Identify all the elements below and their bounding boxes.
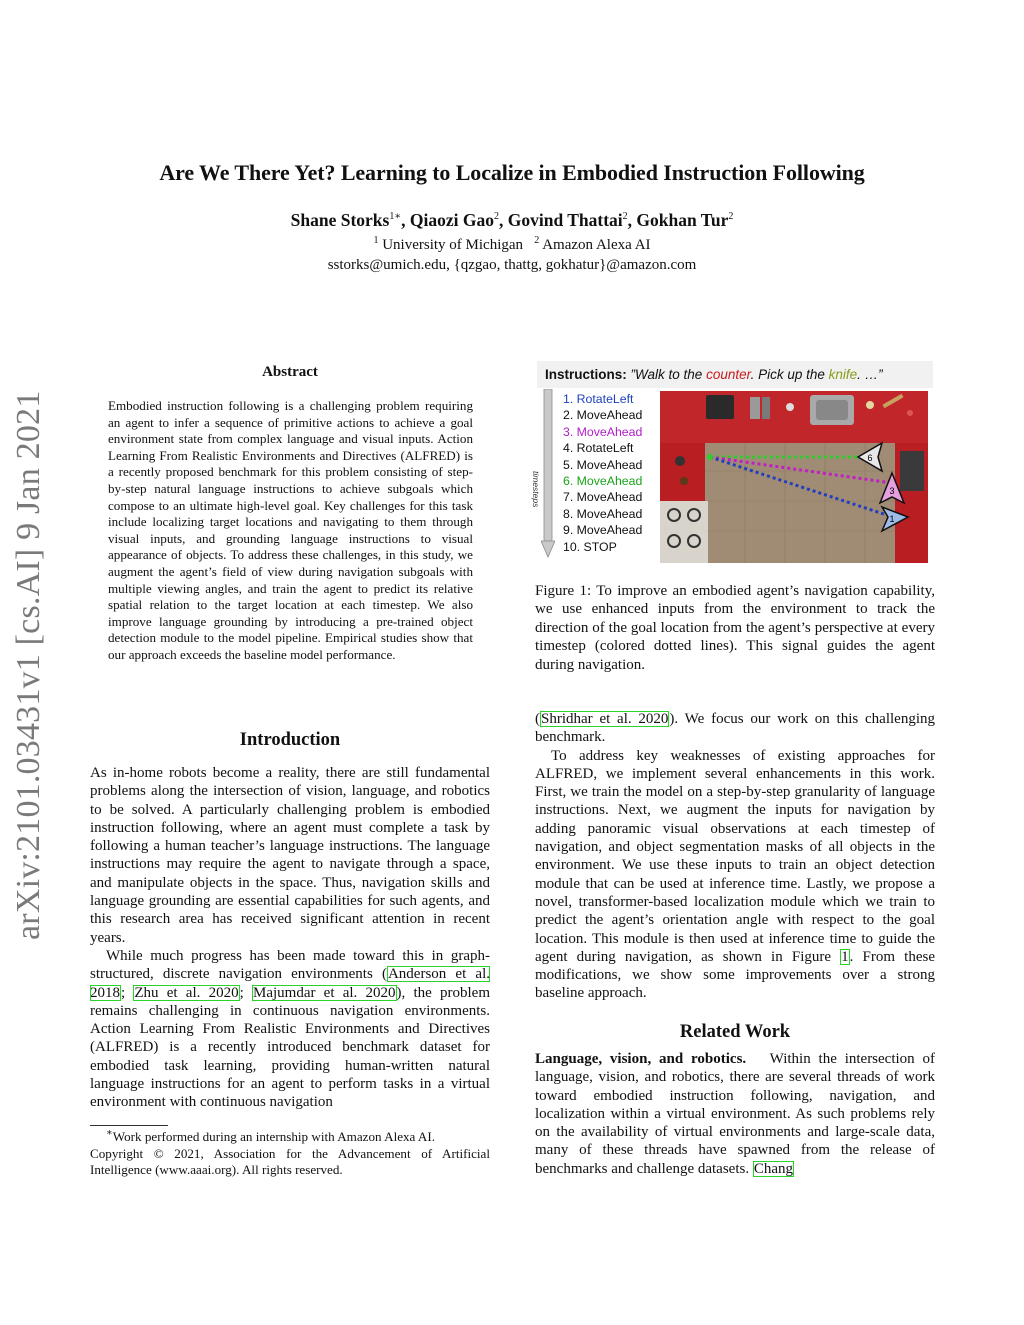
abstract-text: Embodied instruction following is a challenging problem requiring an agent to infer a sequence of primitive actions to achieve a goal environment state from complex language and visual inputs. Action Learning From Realistic Environments and Directives (ALFRED) is a recently proposed benchmark for this problem consisting of step-by-step natural language instructions to achieve subgoals which compose to an ultimate high-level goal. Key challenges for this task include localizing target locations and navigating to them through visual inputs, and grounding language instructions to visual appearance of objects. To address these challenges, in this study, we augment the agent’s field of view during navigation subgoals with multiple viewing angles, and train the agent to predict its relative spatial relation to the target location at each timestep. We also improve language grounding by introducing a pre-trained object detection module to the model pipeline. Empirical studies show that our approach exceeds the baseline model performance. [108, 398, 473, 662]
appliance [706, 395, 734, 419]
figure-ref-link[interactable]: 1 [841, 948, 849, 965]
intro-heading: Introduction [239, 730, 341, 750]
right-column [535, 710, 935, 1003]
action-step: 7. MoveAhead [563, 490, 643, 505]
citation-link[interactable]: Zhu et al. 2020 [134, 984, 239, 1001]
author-name: Qiaozi Gao [409, 210, 494, 230]
author-name: Govind Thattai [507, 210, 623, 230]
citation-link[interactable]: Anderson et al. 2018 [90, 966, 490, 1001]
related-work-heading: Related Work [679, 1022, 791, 1042]
footnote-rule [90, 1125, 168, 1126]
affiliations: $^1$ University of Michigan $^2$ Amazon Alexa AI [373, 235, 651, 253]
author-emails: sstorks@umich.edu, {qzgao, thattg, gokhatur}@amazon.com [327, 257, 697, 273]
intro-paragraph-1: As in-home robots become a reality, there are still fundamental problems along the intersection of vision, language, and robotics to be solved. A particularly challenging problem is embodied instruction following, where an agent must complete a task by following a human teacher’s language instructions. The language instructions may require the agent to navigate through a space, and manipulate objects in the space. Thus, navigation skills and language grounding are essential capabilities for such agents, and this research area has received significant attention in recent years. [90, 765, 490, 946]
svg-text:1: 1 [889, 514, 895, 524]
intro-body [90, 764, 490, 1112]
action-step: 3. MoveAhead [563, 424, 643, 439]
abstract-heading: Abstract [262, 364, 318, 380]
author-name: Shane Storks [290, 210, 390, 230]
related-work-paragraph: Language, vision, and robotics. Within the intersection of language, vision, and robotics, there are several threads of work toward embodied instruction following, navigation, and localization within a virtual environment. As such problems rely on the availability of virtual environments and large-scale data, many of these threads have spawned from the release of benchmarks and challenge datasets. Chang [535, 1051, 935, 1177]
figure-caption: Figure 1: To improve an embodied agent’s navigation capability, we use enhanced inputs from the environment to track the direction of the goal location from the agent’s perspective at every timestep (colored dotted lines). This signal guides the agent during navigation. [535, 583, 935, 673]
timestep-arrow [541, 389, 555, 559]
paper-title: Are We There Yet? Learning to Localize in Embodied Instruction Following [159, 160, 865, 185]
intro-paragraph-2: While much progress has been made toward this in graph-structured, discrete navigation environments (Anderson et al. 2018; Zhu et al. 2020; Majumdar et al. 2020), the problem remains challenging in continuous navigation environments. Action Learning From Realistic Environments and Directives (ALFRED) is a recently introduced benchmark dataset for embodied task learning, providing human-written natural language instructions for an agent to perform tasks in a virtual environment with continuous navigation [90, 947, 490, 1111]
right-paragraph-2: To address key weaknesses of existing approaches for ALFRED, we implement several enhancements in this work. First, we train the model on a step-by-step granularity of language instructions. Next, we augment the inputs for navigation by adding panoramic visual observations at each timestep of navigation, and object segmentation masks of all objects in the environment. We use these inputs to train an object detection module that can be used at inference time. Lastly, we propose a novel, transformer-based localization module which we train to predict the agent’s orientation angle with respect to the goal location. This module is then used at inference time to guide the agent during navigation, as shown in Figure 1. From these modifications, we show some improvements over a strong baseline approach. [535, 747, 935, 1002]
figure-instructions: Instructions: ”Walk to the counter. Pick up the knife. …” [537, 361, 933, 388]
arxiv-stamp: arXiv:2101.03431v1 [cs.AI] 9 Jan 2021 [10, 390, 47, 940]
footnote: ∗Work performed during an internship with Amazon Alexa AI. Copyright © 2021, Association for the Advancement of Artificial Intelligence (www.aaai.org). All rights reserved. [90, 1127, 490, 1177]
svg-text:3: 3 [889, 486, 895, 496]
action-step: 8. MoveAhead [563, 506, 643, 521]
timesteps-label: timesteps [531, 471, 541, 508]
author-name: Gokhan Tur [636, 210, 729, 230]
citation-link[interactable]: Shridhar et al. 2020 [541, 711, 669, 727]
action-step: 6. MoveAhead [563, 474, 643, 489]
author-list: Shane Storks$^{1∗}$, Qiaozi Gao$^2$, Govind Thattai$^2$, Gokhan Tur$^2$ [290, 210, 734, 230]
right-paragraph-1: (Shridhar et al. 2020). We focus our work on this challenging benchmark. [535, 711, 935, 746]
citation-link[interactable]: Chang [753, 1160, 794, 1177]
svg-text:6: 6 [867, 453, 873, 463]
action-step: 2. MoveAhead [563, 408, 643, 423]
action-step: 1. RotateLeft [563, 392, 634, 406]
action-step: 5. MoveAhead [563, 457, 643, 472]
figure-1 [531, 361, 931, 566]
citation-link[interactable]: Majumdar et al. 2020 [252, 984, 396, 1001]
kitchen-topdown-scene [660, 391, 928, 563]
action-step: 10. STOP [563, 539, 617, 554]
action-step: 9. MoveAhead [563, 523, 643, 538]
action-step: 4. RotateLeft [563, 441, 634, 456]
